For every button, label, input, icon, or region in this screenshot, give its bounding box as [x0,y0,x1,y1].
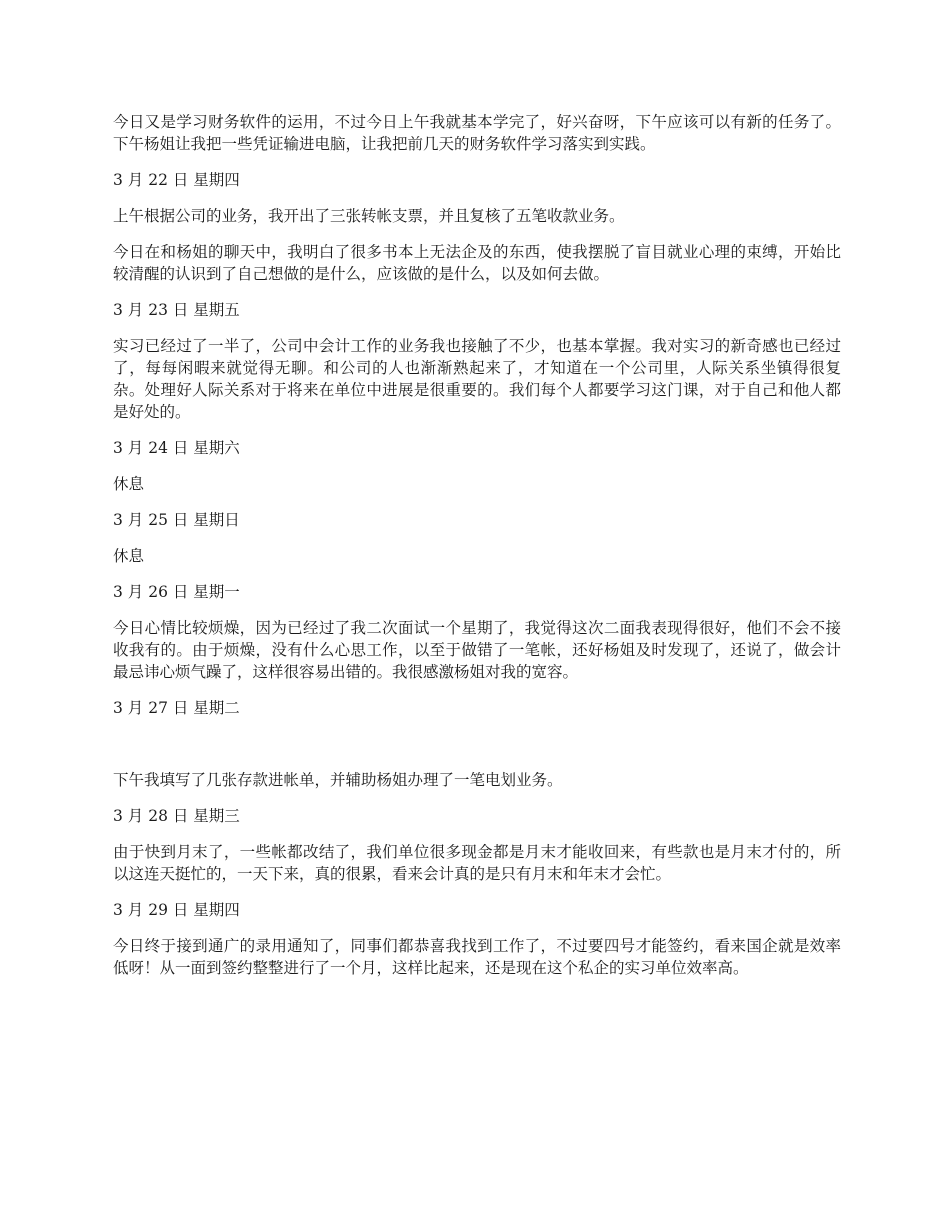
date-heading: 3 月 26 日 星期一 [113,583,240,601]
paragraph: 由于快到月末了，一些帐都改结了，我们单位很多现金都是月末才能收回来，有些款也是月末才付的，所以这连天挺忙的，一天下来，真的很累，看来会计真的是只有月末和年末才会忙。 [113,843,841,883]
date-heading: 3 月 28 日 星期三 [113,807,240,825]
paragraph: 今日在和杨姐的聊天中，我明白了很多书本上无法企及的东西，使我摆脱了盲目就业心理的束缚，开始比较清醒的认识到了自己想做的是什么，应该做的是什么，以及如何去做。 [113,243,841,283]
date-heading: 3 月 23 日 星期五 [113,301,240,319]
date-heading: 3 月 25 日 星期日 [113,511,240,529]
date-heading: 3 月 22 日 星期四 [113,171,240,189]
date-heading: 3 月 27 日 星期二 [113,699,240,717]
paragraph: 今日心情比较烦燥，因为已经过了我二次面试一个星期了，我觉得这次二面我表现得很好，他们不会不接收我有的。由于烦燥，没有什么心思工作，以至于做错了一笔帐，还好杨姐及时发现了，还说了，做会计最忌讳心烦气躁了，这样很容易出错的。我很感激杨姐对我的宽容。 [113,619,841,681]
paragraph: 今日终于接到通广的录用通知了，同事们都恭喜我找到工作了，不过要四号才能签约，看来国企就是效率低呀！从一面到签约整整进行了一个月，这样比起来，还是现在这个私企的实习单位效率高。 [113,937,841,977]
paragraph: 休息 [113,547,145,565]
paragraph: 实习已经过了一半了，公司中会计工作的业务我也接触了不少，也基本掌握。我对实习的新奇感也已经过了，每每闲暇来就觉得无聊。和公司的人也渐渐熟起来了，才知道在一个公司里，人际关系坐镇得很复杂。处理好人际关系对于将来在单位中进展是很重要的。我们每个人都要学习这门课，对于自己和他人都是好处的。 [113,337,841,421]
paragraph: 今日又是学习财务软件的运用，不过今日上午我就基本学完了，好兴奋呀，下午应该可以有新的任务了。下午杨姐让我把一些凭证输进电脑，让我把前几天的财务软件学习落实到实践。 [113,113,841,153]
document-body [113,111,841,993]
date-heading: 3 月 29 日 星期四 [113,901,240,919]
paragraph: 休息 [113,475,145,493]
blank-spacer [113,733,841,769]
paragraph: 上午根据公司的业务，我开出了三张转帐支票，并且复核了五笔收款业务。 [113,207,625,225]
date-heading: 3 月 24 日 星期六 [113,439,240,457]
paragraph: 下午我填写了几张存款进帐单，并辅助杨姐办理了一笔电划业务。 [113,771,563,789]
